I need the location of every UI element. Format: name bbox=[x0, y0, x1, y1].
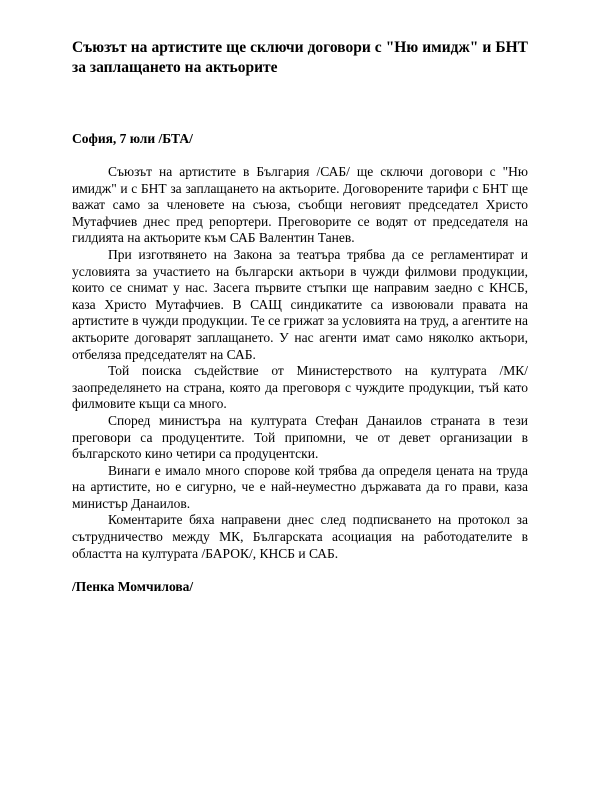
paragraph: Винаги е имало много спорове кой трябва да определя цената на труда на артистите, но е сигурно, че е най-неуместно държавата да го прави, каза министър Данаилов. bbox=[72, 462, 528, 511]
paragraph: При изготвянето на Закона за театъра трябва да се регламентират и условията за участието на български актьори в чужди филмови продукции, които се снимат у нас. Засега първите стъпки ще направим заедно с КНСБ, каза Христо Мутафчиев. В САЩ синдикатите са извоювали правата на артистите в чужди продукции. Те се грижат за условията на труд, а агентите на актьорите договарят заплащането. У нас агенти имат само няколко актьори, отбеляза председателят на САБ. bbox=[72, 246, 528, 362]
dateline: София, 7 юли /БТА/ bbox=[72, 131, 193, 146]
article-title: Съюзът на артистите ще сключи договори с "Ню имидж" и БНТ за заплащането на актьорите bbox=[72, 39, 528, 76]
paragraph: Съюзът на артистите в България /САБ/ ще сключи договори с "Ню имидж" и с БНТ за заплащането на актьорите. Договорените тарифи с БНТ ще важат само за членовете на съюза, съобщи неговият председател Христо Мутафчиев днес пред репортери. Преговорите се водят от председателя на гилдията на актьорите към САБ Валентин Танев. bbox=[72, 164, 528, 246]
paragraph: Според министъра на културата Стефан Данаилов страната в тези преговори са продуцентите. Той припомни, че от девет организации в българското кино четири са продуцентски. bbox=[72, 412, 528, 462]
paragraph: Коментарите бяха направени днес след подписването на протокол за сътрудничество между МК, Българската асоциация на работодателите в областта на културата /БАРОК/, КНСБ и САБ. bbox=[72, 512, 528, 561]
paragraph: Той поиска съдействие от Министерството на културата /МК/ заопределянето на страна, която да преговоря с чуждите продукции, тъй като филмовите къщи са много. bbox=[72, 363, 528, 412]
document-page bbox=[72, 38, 528, 596]
article-body bbox=[72, 164, 528, 562]
author-signature: /Пенка Момчилова/ bbox=[72, 579, 194, 595]
